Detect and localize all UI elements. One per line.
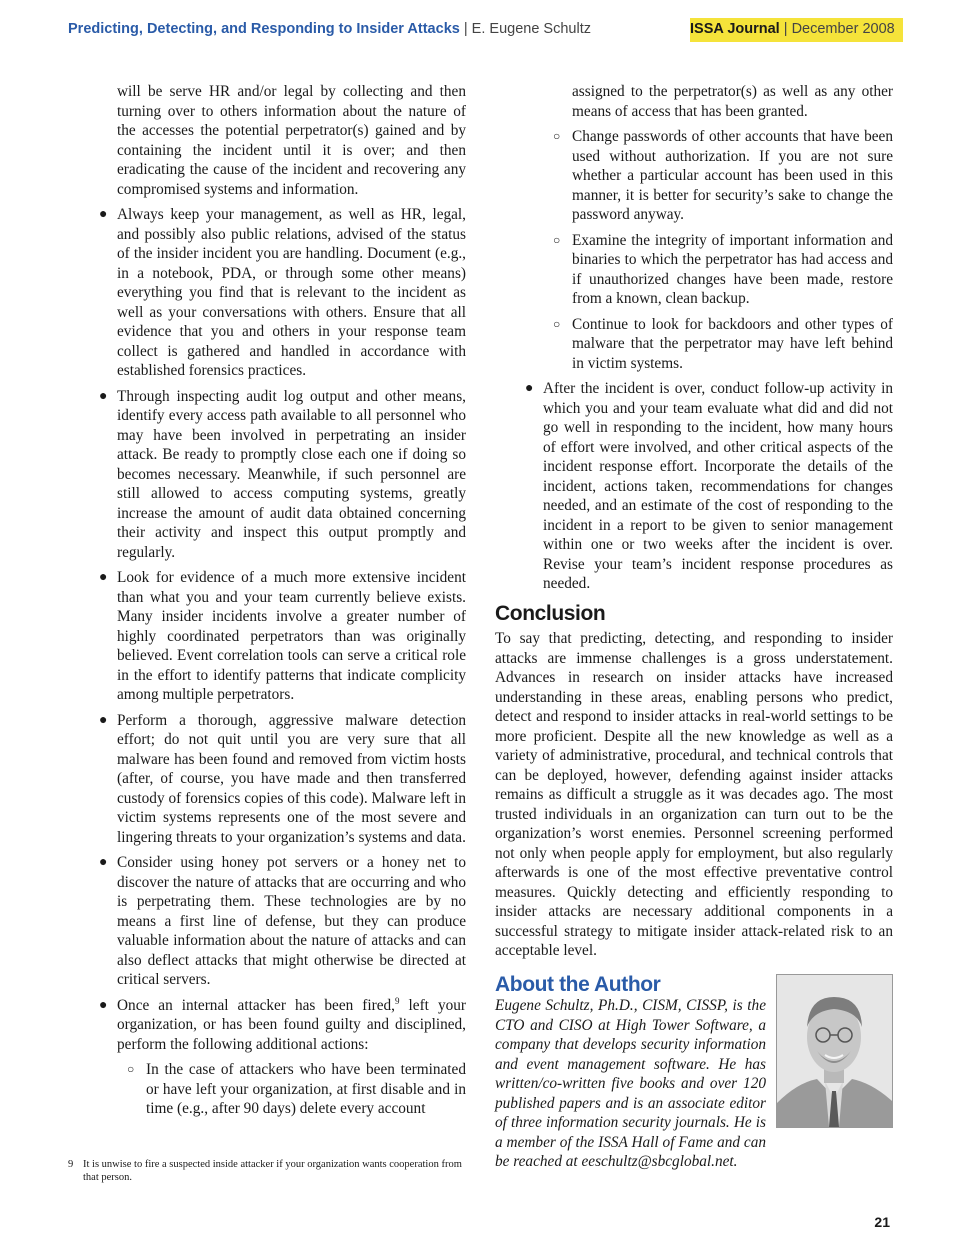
bullet-icon: ● <box>99 855 108 870</box>
list-item <box>96 711 466 848</box>
bullet-icon: ● <box>525 381 534 396</box>
left-column <box>96 82 466 1125</box>
bullet-text: Look for evidence of a much more extensive incident than what you and your team currently believe exists. Many insider incidents involve a greater number of highly coordinated perpetrators than was originally believed. Event correlation tools can serve a critical role in the effort to identify patterns that indicate complicity among multiple perpetrators. <box>117 569 466 703</box>
bullet-text: Always keep your management, as well as HR, legal, and possibly also public relations, advised of the status of the insider incident you are handling. Document (e.g., in a notebook, PDA, or through some other means) everything you find that is relevant to the incident as well as your conversations with others. Ensure that all evidence that you and others in your response team collect is gathered and handled in accordance with established forensics practices. <box>117 206 466 379</box>
right-bullet-list <box>495 379 893 594</box>
hollow-bullet-icon: ○ <box>127 1062 135 1076</box>
bullet-text-part2: left your organization, or has been found guilty and disciplined, perform the following additional actions: <box>117 996 466 1053</box>
issue-date: December 2008 <box>791 21 895 37</box>
bullet-text: Perform a thorough, aggressive malware detection effort; do not quit until you are very sure that all malware has been found and removed from victim hosts (after, of course, you have made and then transferred custody of forensics copies of this code). Malware left in victim systems represents one of the most severe and lingering threats to your organization’s systems and data. <box>117 711 466 846</box>
bullet-text: After the incident is over, conduct follow-up activity in which you and your team evaluate what did and did not go well in responding to the incident, how many hours of effort were involved, and other critical aspects of the incident response effort. Incorporate the details of the incident, actions taken, recommendations for changes needed, and an estimate of the cost of responding to the incident in a report to be given to senior management within one or two weeks after the incident is over. Revise your team’s incident response procedures as needed. <box>543 380 893 592</box>
bullet-icon: ● <box>99 712 108 728</box>
bullet-icon: ● <box>99 388 108 404</box>
sub-bullet-text: In the case of attackers who have been terminated or have left your organization, at first disable and in time (e.g., after 90 days) delete every account <box>146 1061 466 1117</box>
list-item <box>96 387 466 563</box>
bullet-icon: ● <box>99 997 108 1013</box>
left-sub-bullet-list <box>96 1060 466 1119</box>
list-item <box>96 853 466 990</box>
sub-bullet-continuation: assigned to the perpetrator(s) as well as any other means of access that has been granted. <box>572 83 893 120</box>
page-number: 21 <box>874 1214 890 1230</box>
bullet-icon: ● <box>99 207 108 222</box>
journal-name: ISSA Journal <box>690 21 780 37</box>
about-author-heading: About the Author <box>495 972 661 996</box>
sub-bullet-text: Examine the integrity of important information and binaries to which the perpetrator has had access and if unauthorized changes have been made, restore from a known, clean backup. <box>572 231 893 307</box>
footnote-text: It is unwise to fire a suspected inside attacker if your organization wants cooperation from that person. <box>83 1159 462 1183</box>
sub-list-item <box>543 315 893 374</box>
bullet-text-part1: Once an internal attacker has been fired, <box>117 996 395 1014</box>
list-item <box>96 205 466 381</box>
left-bullet-list <box>96 205 466 1054</box>
intro-paragraph: will be serve HR and/or legal by collecting and then turning over to others information about the nature of the accesses the potential perpetrator(s) gained and by containing the incident until it is over; and then eradicating the cause of the incident and recovering any compromised systems and information. <box>117 83 466 198</box>
sub-list-item <box>543 231 893 309</box>
list-item <box>96 568 466 705</box>
list-item <box>522 379 893 594</box>
conclusion-paragraph: To say that predicting, detecting, and responding to insider attacks are immense challenges is a gross understatement. Advances in research on insider attacks have increased understanding in these areas, enabling persons who predict, detect and respond to insider attacks in real-world settings to be more proficient. Despite all the new knowledge as well as a variety of administrative, procedural, and technical controls that can be deployed, however, defending against insider attacks remains as difficult a struggle as it was decades ago. The most trusted individuals in an organization can turn out to be the organization’s worst enemies. Personnel screening performed not only when people apply for employment, but also regularly afterwards is one of the most effective preventative control measures. Quickly detecting and efficiently responding to insider attacks are necessary additional components in a successful strategy to mitigate insider attack-related risk to an acceptable level. <box>495 630 893 959</box>
hollow-bullet-icon: ○ <box>553 129 561 143</box>
conclusion-heading: Conclusion <box>495 601 606 625</box>
bullet-text: Consider using honey pot servers or a honey net to discover the nature of attacks that are occurring and who is perpetrating them. These technologies are by no means a first line of defense, but they can produce valuable information about the nature of attacks and can also deflect attacks that might otherwise be directed at critical servers. <box>117 854 466 988</box>
right-column <box>495 82 893 1172</box>
article-title: Predicting, Detecting, and Responding to Insider Attacks <box>68 21 460 37</box>
footnote <box>68 1158 466 1184</box>
running-header <box>60 18 903 42</box>
header-separator: | <box>463 21 468 37</box>
footnote-number: 9 <box>68 1159 74 1170</box>
sub-bullet-text: Continue to look for backdoors and other types of malware that the perpetrator may have left behind in victim systems. <box>572 315 893 372</box>
sub-list-item <box>543 127 893 225</box>
header-left <box>68 21 591 37</box>
sub-list-item <box>117 1060 466 1119</box>
hollow-bullet-icon: ○ <box>553 232 561 247</box>
author-photo <box>776 974 893 1128</box>
bullet-text: Through inspecting audit log output and other means, identify every access path available to all personnel who may have been involved in perpetrating an insider attack. Be ready to promptly close each one if doing so becomes necessary. Meanwhile, if such personnel are still allowed to access computing systems, greatly increase the amount of audit data obtained concerning their activity and inspect this output promptly and regularly. <box>117 387 466 561</box>
sub-bullet-text: Change passwords of other accounts that have been used without authorization. If you are not sure whether a particular account has been used in this manner, it is better for security’s sake to change the password anyway. <box>572 128 893 223</box>
list-item <box>96 996 466 1055</box>
author-bio: Eugene Schultz, Ph.D., CISM, CISSP, is the CTO and CISO at High Tower Software, a company that develops security information and event management software. He has written/co-written five books and over 120 published papers and is an associate editor of three information security journals. He is a member of the ISSA Hall of Fame and can be reached at eeschultz@sbcglobal.net. <box>495 997 766 1170</box>
header-author: E. Eugene Schultz <box>471 21 591 37</box>
right-sub-bullet-list <box>495 127 893 373</box>
journal-badge <box>690 18 903 42</box>
journal-separator: | <box>783 21 788 37</box>
hollow-bullet-icon: ○ <box>553 316 561 331</box>
author-section <box>495 996 893 1172</box>
footnote-ref[interactable]: 9 <box>395 995 400 1006</box>
bullet-icon: ● <box>99 570 108 585</box>
